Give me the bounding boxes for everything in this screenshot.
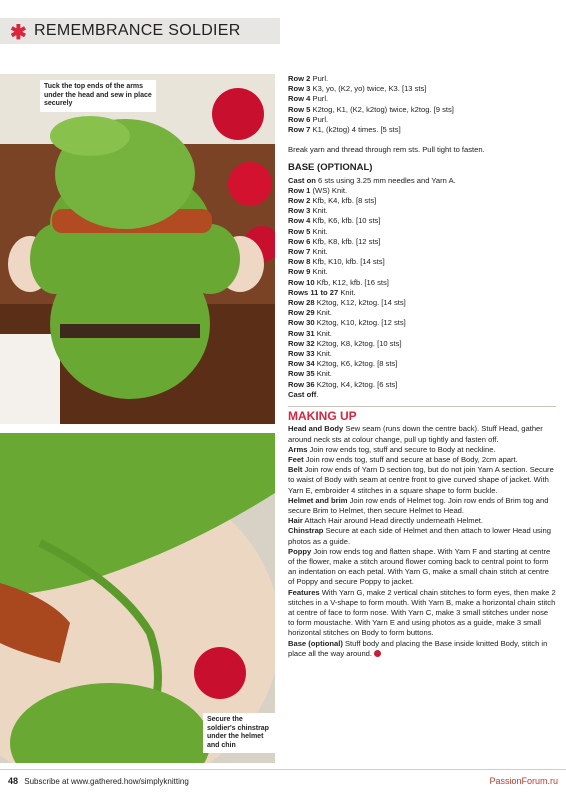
pattern-row: Row 34 K2tog, K6, k2tog. [8 sts] bbox=[288, 359, 398, 369]
pattern-row: Row 3 K3, yo, (K2, yo) twice, K3. [13 sts] bbox=[288, 84, 427, 94]
pattern-row: Row 30 K2tog, K10, k2tog. [12 sts] bbox=[288, 318, 406, 328]
pattern-column bbox=[288, 74, 556, 659]
instruction-paragraph: Arms Join row ends tog, stuff and secure to Body at neckline. bbox=[288, 444, 496, 454]
pattern-row: Row 3 Knit. bbox=[288, 206, 328, 216]
pattern-row: Row 8 Kfb, K10, kfb. [14 sts] bbox=[288, 257, 385, 267]
instruction-paragraph: Features With Yarn G, make 2 vertical chain stitches to form eyes, then make 2 stitches in a V-shape to form mouth. With Yarn B, make a horizontal chain stitch at centre of face to form nose. With Yarn C, make 3 small stitches under nose to form moustache. With Yarn E and using photos as a guide, make 3 small horizontal stitches on Body to form buttons. bbox=[288, 587, 556, 638]
making-up-heading: MAKING UP bbox=[288, 409, 357, 424]
instruction-paragraph: Chinstrap Secure at each side of Helmet and then attach to lower Head using photos as a guide. bbox=[288, 526, 551, 546]
pattern-row: Row 1 (WS) Knit. bbox=[288, 185, 348, 195]
section-header bbox=[0, 18, 280, 44]
page-title: REMEMBRANCE SOLDIER bbox=[34, 22, 241, 39]
pattern-row: Cast off. bbox=[288, 389, 319, 399]
instruction-paragraph: Belt Join row ends of Yarn D section tog, but do not join Yarn A section. Secure to waist of Body with seam at centre front to give curved shape of jacket. With Yarn E, embroider 4 stitches in a square shape to form buckle. bbox=[288, 465, 554, 495]
caption-chinstrap: Secure the soldier's chinstrap under the helmet and chin bbox=[203, 713, 275, 753]
pattern-row: Row 4 Purl. bbox=[288, 94, 329, 104]
instruction-paragraph: Hair Attach Hair around Head directly underneath Helmet. bbox=[288, 516, 484, 526]
instruction-paragraph: Feet Join row ends tog, stuff and secure at base of Body, 2cm apart. bbox=[288, 454, 518, 464]
pattern-row: Row 5 Knit. bbox=[288, 226, 328, 236]
footer-rule bbox=[0, 769, 566, 770]
pattern-row: Row 7 Knit. bbox=[288, 247, 328, 257]
photo-soldier-back bbox=[0, 74, 275, 424]
pattern-row: Row 32 K2tog, K8, k2tog. [10 sts] bbox=[288, 338, 402, 348]
base-heading: BASE (OPTIONAL) bbox=[288, 162, 373, 174]
pattern-row: Row 28 K2tog, K12, k2tog. [14 sts] bbox=[288, 298, 406, 308]
making-up-instructions bbox=[288, 424, 556, 659]
pattern-row: Cast on 6 sts using 3.25 mm needles and Yarn A. bbox=[288, 175, 456, 185]
instruction-paragraph: Base (optional) Stuff body and placing the Base inside knitted Body, stitch in place all the way around. bbox=[288, 638, 548, 658]
pattern-row: Row 7 K1, (k2tog) 4 times. [5 sts] bbox=[288, 125, 401, 135]
pattern-row: Row 10 Kfb, K12, kfb. [16 sts] bbox=[288, 277, 389, 287]
page-number: 48 bbox=[8, 776, 19, 786]
break-yarn-instruction: Break yarn and thread through rem sts. Pull tight to fasten. bbox=[288, 145, 485, 155]
pattern-row: Row 2 Kfb, K4, kfb. [8 sts] bbox=[288, 196, 377, 206]
pattern-row: Row 6 Kfb, K8, kfb. [12 sts] bbox=[288, 236, 381, 246]
pattern-row: Row 4 Kfb, K6, kfb. [10 sts] bbox=[288, 216, 381, 226]
pattern-row: Rows 11 to 27 Knit. bbox=[288, 287, 356, 297]
instruction-paragraph: Helmet and brim Join row ends of Helmet tog. Join row ends of Brim tog and secure Brim to Helmet, then secure Helmet to Head. bbox=[288, 495, 549, 515]
pattern-row: Row 6 Purl. bbox=[288, 114, 329, 124]
watermark: PassionForum.ru bbox=[489, 776, 558, 786]
star-icon: ✱ bbox=[10, 22, 27, 44]
soldier-back-illustration bbox=[0, 74, 275, 424]
pattern-row: Row 35 Knit. bbox=[288, 369, 332, 379]
pattern-row: Row 2 Purl. bbox=[288, 74, 329, 83]
pattern-row: Row 31 Knit. bbox=[288, 328, 332, 338]
instruction-paragraph: Poppy Join row ends tog and flatten shape. With Yarn F and starting at centre of the flower, make a stitch around flower coming back to central point to form an indentation on each petal. With Yarn G, make a small chain stitch at centre of Poppy and secure Poppy to jacket. bbox=[288, 546, 551, 587]
subscribe-link[interactable]: Subscribe at www.gathered.how/simplyknitting bbox=[24, 777, 189, 786]
pattern-row: Row 36 K2tog, K4, k2tog. [6 sts] bbox=[288, 379, 398, 389]
pattern-row: Row 33 Knit. bbox=[288, 349, 332, 359]
caption-arms: Tuck the top ends of the arms under the head and sew in place securely bbox=[40, 80, 156, 112]
pattern-row: Row 5 K2tog, K1, (K2, k2tog) twice, k2tog. [9 sts] bbox=[288, 104, 454, 114]
instruction-paragraph: Head and Body Sew seam (runs down the centre back). Stuff Head, gather around neck sts at colour change, pull up tightly and fasten off. bbox=[288, 424, 543, 444]
pattern-row: Row 29 Knit. bbox=[288, 308, 332, 318]
pattern-row: Row 9 Knit. bbox=[288, 267, 328, 277]
rows-top bbox=[288, 74, 556, 135]
base-rows bbox=[288, 176, 556, 400]
end-mark-icon bbox=[374, 650, 381, 657]
section-divider bbox=[288, 406, 556, 407]
page-footer bbox=[8, 776, 189, 786]
